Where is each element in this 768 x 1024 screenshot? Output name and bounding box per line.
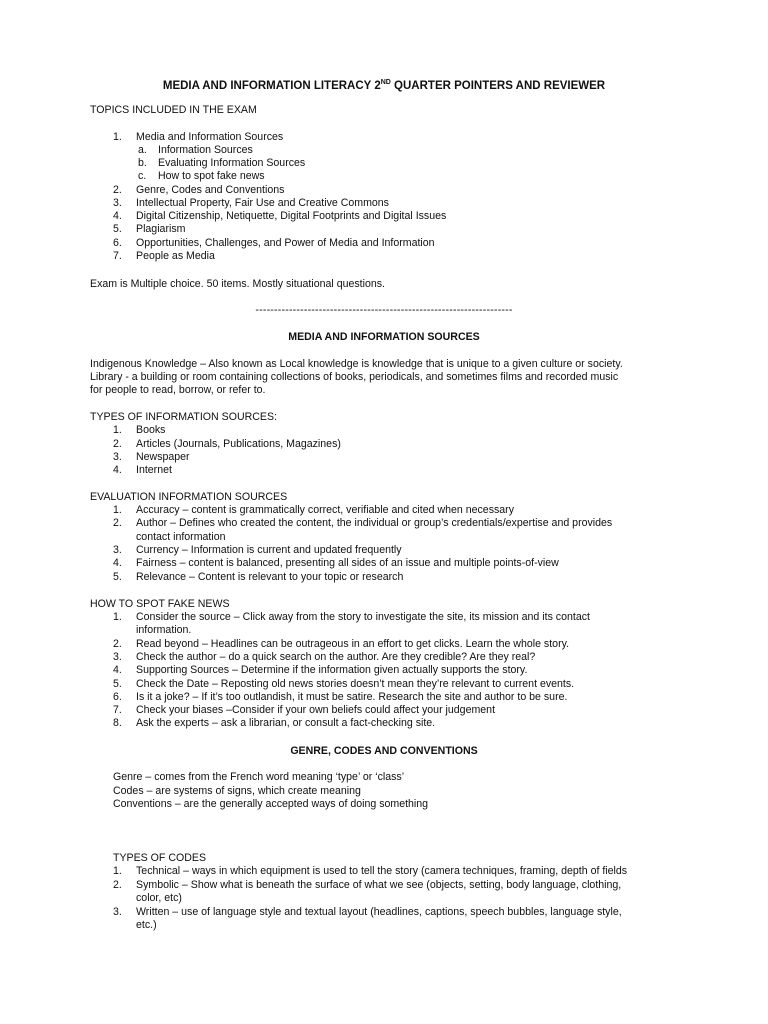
list-item-text: Check your biases –Consider if your own beliefs could affect your judgement — [136, 704, 496, 716]
list-item: 3. — [113, 451, 122, 463]
list-item-text: Author – Defines who created the content, the individual or group’s credentials/expertise and provides — [136, 517, 613, 529]
list-item: 2. — [113, 438, 122, 450]
exam-note: Exam is Multiple choice. 50 items. Mostly situational questions. — [90, 278, 385, 290]
list-item: 8. — [113, 717, 122, 729]
paragraph-line: Indigenous Knowledge – Also known as Local knowledge is knowledge that is unique to a given culture or society. — [90, 358, 623, 370]
section-heading-evaluation: EVALUATION INFORMATION SOURCES — [90, 491, 288, 503]
list-item: 4. — [113, 464, 122, 476]
section-heading-fake-news: HOW TO SPOT FAKE NEWS — [90, 598, 230, 610]
list-item-text: Consider the source – Click away from the story to investigate the site, its mission and its contact — [136, 611, 590, 623]
list-item: 6. — [113, 237, 122, 249]
list-item-text: Symbolic – Show what is beneath the surface of what we see (objects, setting, body language, clothing, — [136, 879, 622, 891]
list-item: 5. — [113, 223, 122, 235]
list-item: 7. — [113, 250, 122, 262]
topics-heading: TOPICS INCLUDED IN THE EXAM — [90, 104, 257, 116]
list-item-text: Plagiarism — [136, 223, 186, 235]
list-item-text: Relevance – Content is relevant to your topic or research — [136, 571, 404, 583]
list-item: 3. — [113, 651, 122, 663]
list-item: 2. — [113, 517, 122, 529]
list-item: 3. — [113, 197, 122, 209]
list-item-text: Written – use of language style and textual layout (headlines, captions, speech bubbles, language style, — [136, 906, 622, 918]
paragraph-line: Library - a building or room containing collections of books, periodicals, and sometimes films and recorded music — [90, 371, 619, 383]
list-item: b. — [138, 157, 147, 169]
list-item-text: Newspaper — [136, 451, 190, 463]
list-item-text: Ask the experts – ask a librarian, or consult a fact-checking site. — [136, 717, 436, 729]
list-item-text: Media and Information Sources — [136, 131, 284, 143]
list-item-text: Check the Date – Reposting old news stories doesn’t mean they’re relevant to current events. — [136, 678, 575, 690]
list-item-text: Information Sources — [158, 144, 253, 156]
list-item-text: Is it a joke? – If it’s too outlandish, it must be satire. Research the site and author to be sure. — [136, 691, 568, 703]
divider: --------------------------------------------------------------------- — [255, 304, 513, 316]
list-item-text: Genre, Codes and Conventions — [136, 184, 285, 196]
list-item-text: Fairness – content is balanced, presenting all sides of an issue and multiple points-of-view — [136, 557, 559, 569]
list-item: 2. — [113, 184, 122, 196]
list-item-text: Supporting Sources – Determine if the information given actually supports the story. — [136, 664, 528, 676]
paragraph-line: for people to read, borrow, or refer to. — [90, 384, 266, 396]
list-item: 4. — [113, 557, 122, 569]
list-item-text: Internet — [136, 464, 172, 476]
list-item: 3. — [113, 906, 122, 918]
section-heading-codes: TYPES OF CODES — [113, 852, 207, 864]
list-item-text: Currency – Information is current and updated frequently — [136, 544, 402, 556]
list-item: 4. — [113, 210, 122, 222]
list-item-text: How to spot fake news — [158, 170, 265, 182]
list-item-text: etc.) — [136, 919, 157, 931]
list-item-text: Read beyond – Headlines can be outrageous in an effort to get clicks. Learn the whole story. — [136, 638, 570, 650]
list-item-text: Intellectual Property, Fair Use and Creative Commons — [136, 197, 389, 209]
list-item: a. — [138, 144, 147, 156]
list-item: 1. — [113, 424, 122, 436]
paragraph-line: Conventions – are the generally accepted ways of doing something — [113, 798, 429, 810]
list-item: 1. — [113, 131, 122, 143]
section-heading-types-sources: TYPES OF INFORMATION SOURCES: — [90, 411, 277, 423]
list-item-text: contact information — [136, 531, 226, 543]
list-item: 1. — [113, 504, 122, 516]
list-item-text: Digital Citizenship, Netiquette, Digital Footprints and Digital Issues — [136, 210, 447, 222]
list-item-text: Technical – ways in which equipment is used to tell the story (camera techniques, framing, depth of fields — [136, 865, 628, 877]
list-item: 1. — [113, 865, 122, 877]
paragraph-line: Codes – are systems of signs, which create meaning — [113, 785, 361, 797]
list-item: 3. — [113, 544, 122, 556]
list-item-text: Opportunities, Challenges, and Power of Media and Information — [136, 237, 435, 249]
list-item: 1. — [113, 611, 122, 623]
paragraph-line: Genre – comes from the French word meaning ‘type’ or ‘class’ — [113, 771, 405, 783]
list-item: 7. — [113, 704, 122, 716]
list-item: c. — [138, 170, 147, 182]
list-item-text: information. — [136, 624, 192, 636]
page-title: MEDIA AND INFORMATION LITERACY 2ND QUARTER POINTERS AND REVIEWER — [162, 79, 606, 92]
list-item-text: People as Media — [136, 250, 215, 262]
list-item: 4. — [113, 664, 122, 676]
section-heading-mis: MEDIA AND INFORMATION SOURCES — [288, 331, 480, 343]
list-item: 2. — [113, 638, 122, 650]
section-heading-genre: GENRE, CODES AND CONVENTIONS — [290, 745, 478, 757]
list-item-text: Check the author – do a quick search on the author. Are they credible? Are they real? — [136, 651, 536, 663]
list-item-text: Accuracy – content is grammatically correct, verifiable and cited when necessary — [136, 504, 515, 516]
list-item: 2. — [113, 879, 122, 891]
list-item-text: Articles (Journals, Publications, Magazines) — [136, 438, 341, 450]
list-item-text: Books — [136, 424, 166, 436]
list-item: 5. — [113, 571, 122, 583]
list-item: 5. — [113, 678, 122, 690]
list-item-text: color, etc) — [136, 892, 182, 904]
list-item-text: Evaluating Information Sources — [158, 157, 306, 169]
list-item: 6. — [113, 691, 122, 703]
